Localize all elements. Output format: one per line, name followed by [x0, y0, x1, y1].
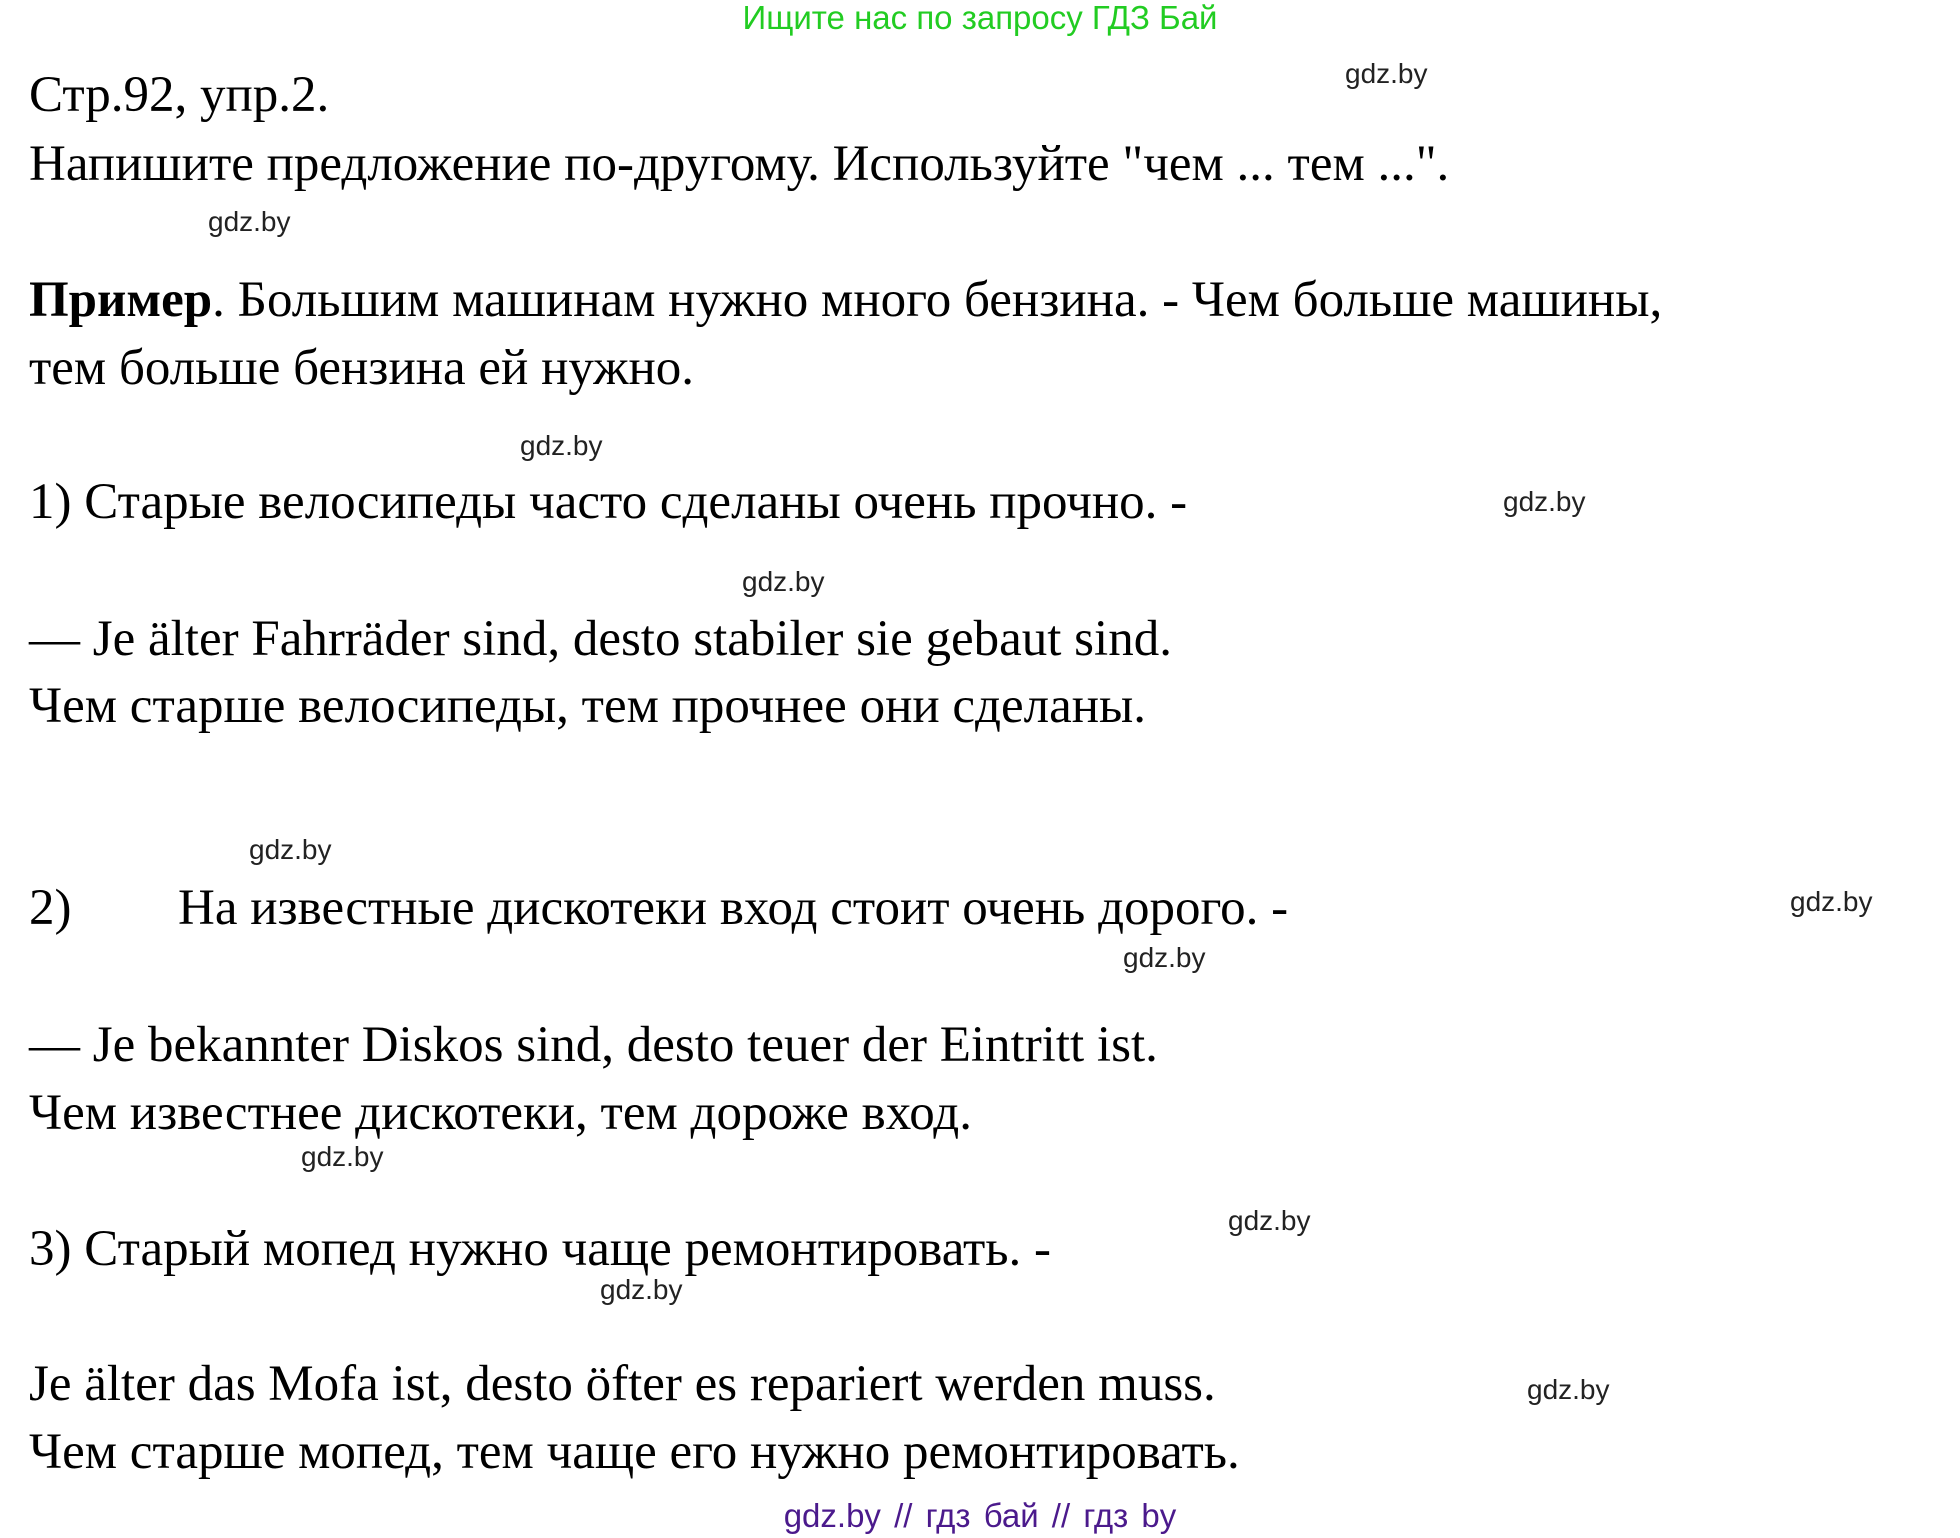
watermark: gdz.by	[1345, 58, 1428, 89]
task-2-german: — Je bekannter Diskos sind, desto teuer der Eintritt ist.	[29, 1017, 1158, 1073]
page-title: Стр.92, упр.2.	[29, 67, 330, 123]
task-1-prompt	[29, 472, 1187, 532]
watermark: gdz.by	[301, 1141, 384, 1172]
search-hint-banner: Ищите нас по запросу ГДЗ Бай	[742, 0, 1218, 36]
task-number: 3)	[29, 1221, 72, 1277]
watermark: gdz.by	[742, 566, 825, 597]
task-prompt: На известные дискотеки вход стоит очень дорого. -	[178, 880, 1289, 936]
task-3-prompt	[29, 1219, 1051, 1279]
footer-watermark: gdz.by // гдз бай // гдз by	[783, 1497, 1177, 1534]
task-2-prompt	[29, 878, 1289, 938]
example-label: Пример	[29, 272, 213, 328]
task-prompt: Старый мопед нужно чаще ремонтировать. -	[84, 1221, 1052, 1277]
watermark: gdz.by	[1123, 942, 1206, 973]
task-1-russian: Чем старше велосипеды, тем прочнее они сделаны.	[29, 678, 1147, 734]
watermark: gdz.by	[1228, 1205, 1311, 1236]
watermark: gdz.by	[1790, 886, 1873, 917]
task-number: 2)	[29, 880, 72, 936]
task-1-german: — Je älter Fahrräder sind, desto stabiler sie gebaut sind.	[29, 611, 1172, 667]
watermark: gdz.by	[520, 430, 603, 461]
task-prompt: Старые велосипеды часто сделаны очень прочно. -	[84, 474, 1188, 530]
example-text: . Большим машинам нужно много бензина. - Чем больше машины,	[212, 272, 1663, 328]
watermark: gdz.by	[1503, 486, 1586, 517]
example-line-1	[29, 270, 1662, 330]
example-line-2: тем больше бензина ей нужно.	[29, 340, 694, 396]
task-2-russian: Чем известнее дискотеки, тем дороже вход.	[29, 1085, 973, 1141]
instruction: Напишите предложение по-другому. Используйте "чем ... тем ...".	[29, 136, 1450, 192]
watermark: gdz.by	[208, 206, 291, 237]
task-3-german: Je älter das Mofa ist, desto öfter es repariert werden muss.	[29, 1356, 1216, 1412]
watermark: gdz.by	[249, 834, 332, 865]
watermark: gdz.by	[1527, 1374, 1610, 1405]
task-3-russian: Чем старше мопед, тем чаще его нужно ремонтировать.	[29, 1424, 1240, 1480]
watermark: gdz.by	[600, 1274, 683, 1305]
task-number: 1)	[29, 474, 72, 530]
